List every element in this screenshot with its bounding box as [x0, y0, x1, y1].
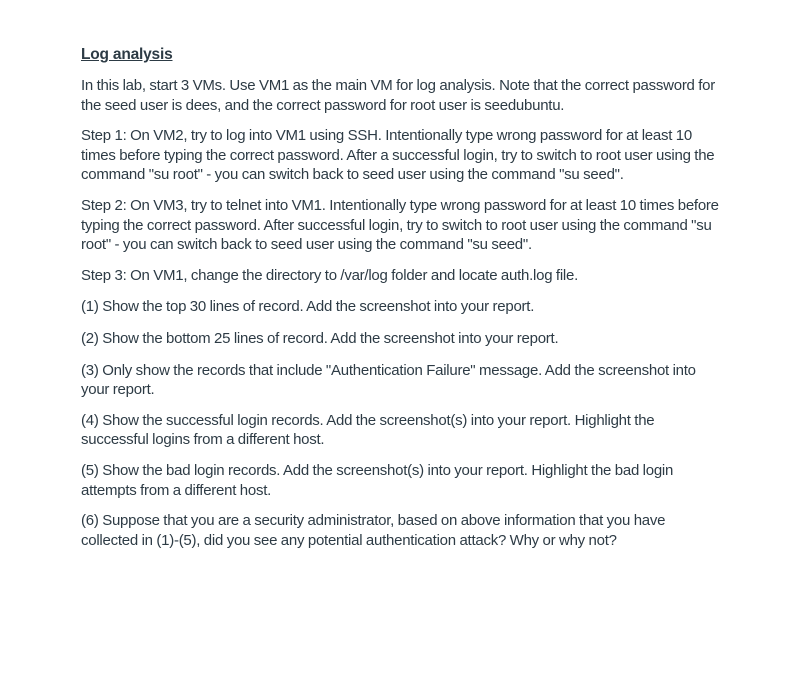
step-3-paragraph: Step 3: On VM1, change the directory to /var/log folder and locate auth.log file. [81, 266, 578, 284]
task-3-paragraph: (3) Only show the records that include "Authentication Failure" message. Add the screenshot into your report. [81, 361, 696, 399]
task-5-paragraph: (5) Show the bad login records. Add the screenshot(s) into your report. Highlight the bad login attempts from a different host. [81, 461, 674, 499]
document-body [81, 44, 721, 561]
task-2-paragraph: (2) Show the bottom 25 lines of record. Add the screenshot into your report. [81, 329, 559, 347]
step-1-paragraph: Step 1: On VM2, try to log into VM1 using SSH. Intentionally type wrong password for at least 10 times before typing the correct password. After a successful login, try to switch to root user using the command "su root" - you can switch back to seed user using the command "su seed". [81, 127, 715, 184]
task-4-paragraph: (4) Show the successful login records. Add the screenshot(s) into your report. Highlight the successful logins from a different host. [81, 411, 655, 449]
task-1-paragraph: (1) Show the top 30 lines of record. Add the screenshot into your report. [81, 298, 535, 316]
task-6-paragraph: (6) Suppose that you are a security administrator, based on above information that you have collected in (1)-(5), did you see any potential authentication attack? Why or why not? [81, 512, 666, 549]
page-title: Log analysis [81, 46, 173, 63]
intro-paragraph: In this lab, start 3 VMs. Use VM1 as the main VM for log analysis. Note that the correct password for the seed user is dees, and the correct password for root user is seedubuntu. [81, 77, 716, 114]
step-2-paragraph: Step 2: On VM3, try to telnet into VM1. Intentionally type wrong password for at least 10 times before typing the correct password. After successful login, try to switch to root user using the command "su root" - you can switch back to seed user using the command "su seed". [81, 196, 719, 254]
